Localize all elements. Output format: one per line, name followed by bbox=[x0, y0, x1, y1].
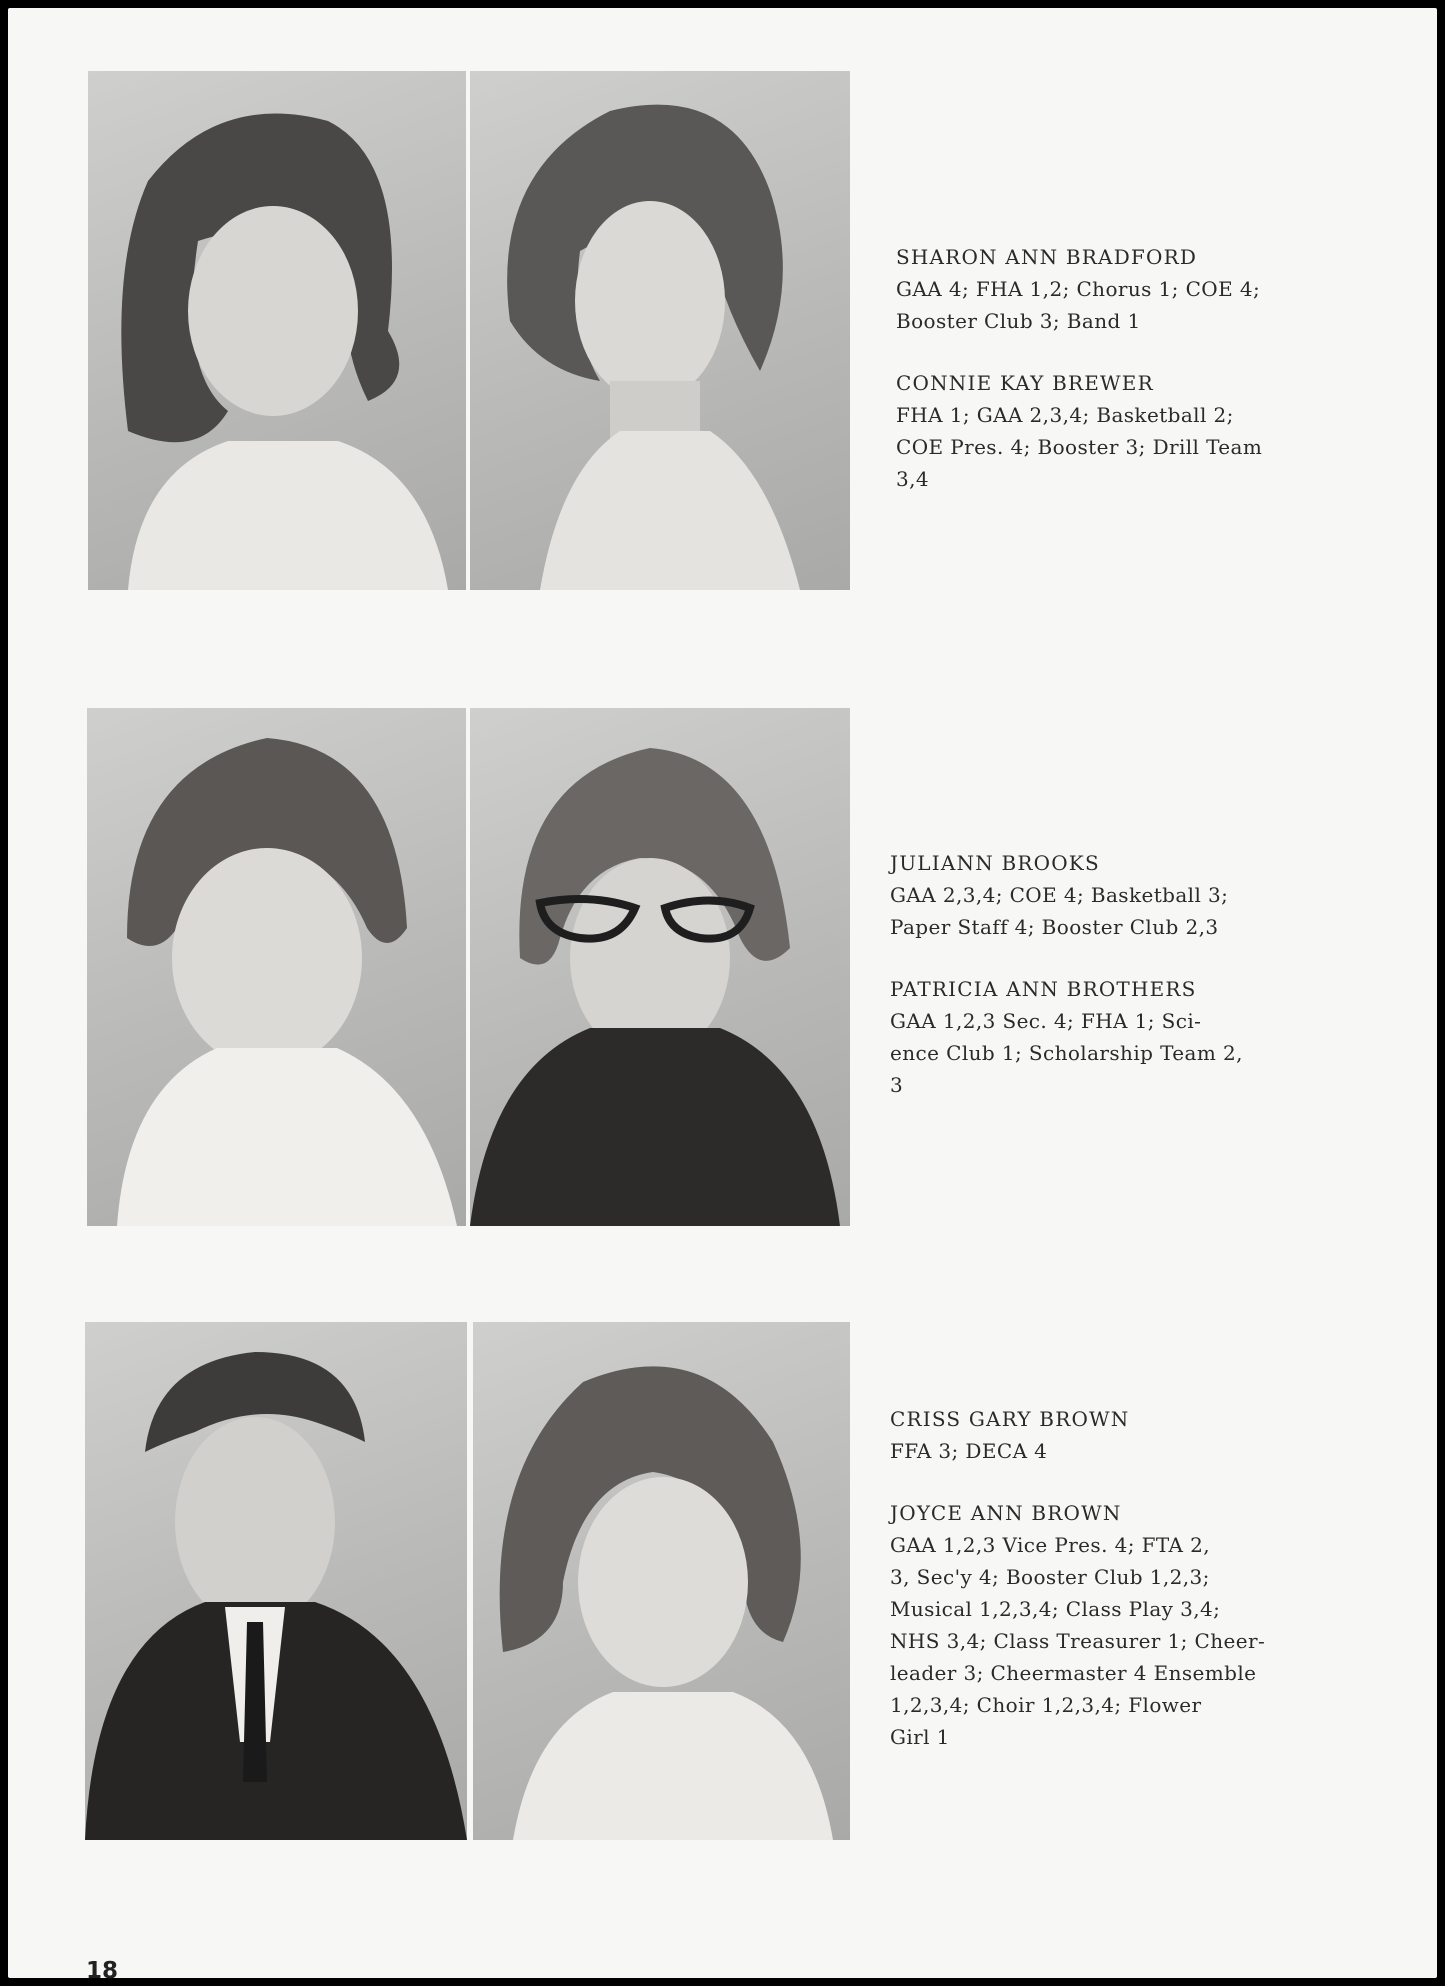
yearbook-page bbox=[8, 8, 1437, 1984]
student-activities: GAA 2,3,4; COE 4; Basketball 3; Paper Staff 4; Booster Club 2,3 bbox=[890, 883, 1229, 939]
student-activities: GAA 4; FHA 1,2; Chorus 1; COE 4; Booster Club 3; Band 1 bbox=[896, 277, 1261, 333]
portrait-photo-juliann-brooks bbox=[87, 708, 466, 1226]
student-name: CONNIE KAY BREWER bbox=[896, 371, 1154, 395]
entry-group-row-1 bbox=[896, 241, 1416, 495]
portrait-photo-criss-gary-brown bbox=[85, 1322, 467, 1840]
student-name: PATRICIA ANN BROTHERS bbox=[890, 977, 1197, 1001]
student-activities: FHA 1; GAA 2,3,4; Basketball 2; COE Pres. 4; Booster 3; Drill Team 3,4 bbox=[896, 403, 1263, 491]
student-name: JULIANN BROOKS bbox=[890, 851, 1100, 875]
student-activities: FFA 3; DECA 4 bbox=[890, 1439, 1048, 1463]
student-name: CRISS GARY BROWN bbox=[890, 1407, 1130, 1431]
entry-group-row-3 bbox=[890, 1403, 1410, 1753]
student-name: JOYCE ANN BROWN bbox=[890, 1501, 1122, 1525]
portrait-photo-sharon-ann-bradford bbox=[88, 71, 466, 590]
page-number: 18 bbox=[86, 1958, 119, 1984]
student-name: SHARON ANN BRADFORD bbox=[896, 245, 1198, 269]
portrait-photo-joyce-ann-brown bbox=[473, 1322, 850, 1840]
student-activities: GAA 1,2,3 Vice Pres. 4; FTA 2, 3, Sec'y 4; Booster Club 1,2,3; Musical 1,2,3,4; Class Play 3,4; NHS 3,4; Class Treasurer 1; Cheer- leader 3; Cheermaster 4 Ensemble 1,2,3,4; Choir 1,2,3,4; Flower Girl 1 bbox=[890, 1533, 1266, 1749]
entry-group-row-2 bbox=[890, 847, 1410, 1101]
student-activities: GAA 1,2,3 Sec. 4; FHA 1; Sci- ence Club 1; Scholarship Team 2, 3 bbox=[890, 1009, 1243, 1097]
portrait-photo-connie-kay-brewer bbox=[470, 71, 850, 590]
portrait-photo-patricia-ann-brothers bbox=[470, 708, 850, 1226]
